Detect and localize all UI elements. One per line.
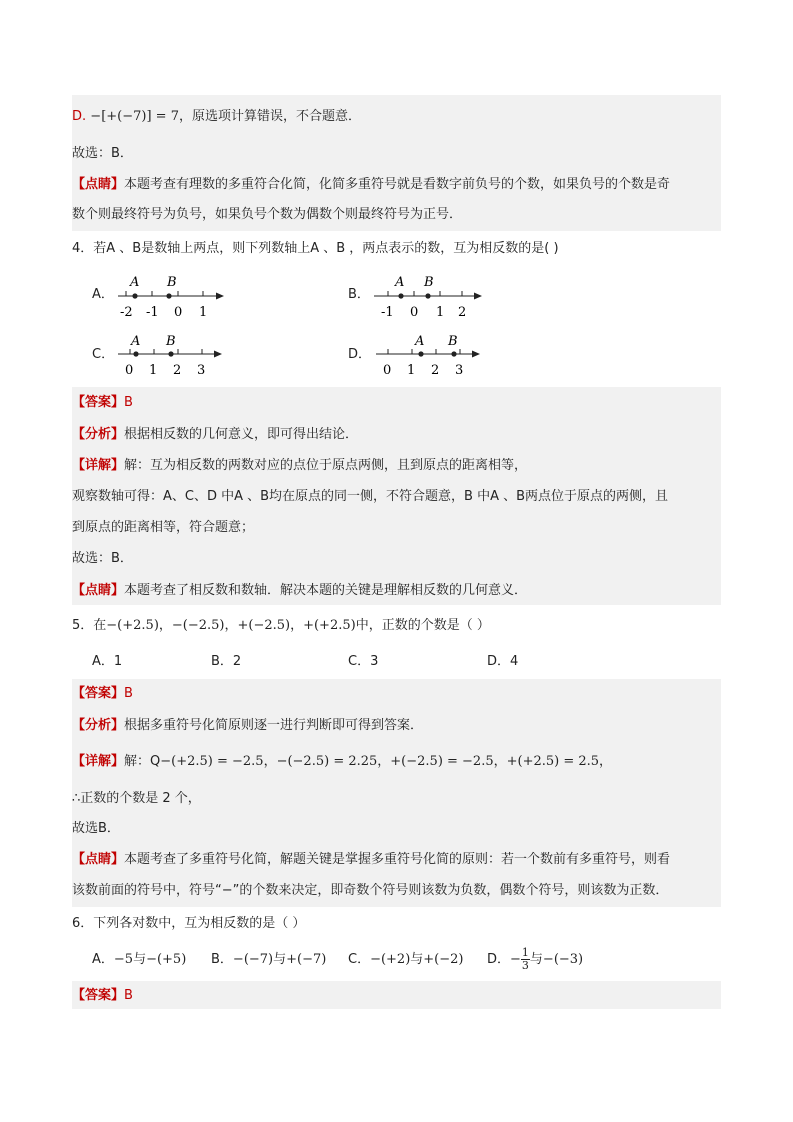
q5-option-d: D．4: [487, 654, 519, 669]
q5-detail: [72, 752, 612, 772]
tick-label: 2: [431, 363, 440, 378]
point-b-label: B: [424, 275, 434, 290]
q3-choice: 故选：B．: [72, 146, 133, 161]
option-math: −(−7)与+(−7): [232, 952, 327, 967]
tip-text: 本题考查了相反数和数轴．解决本题的关键是理解相反数的几何意义．: [124, 583, 528, 598]
tick-label: 1: [407, 363, 416, 378]
q4-number-line-d: [370, 330, 490, 380]
q6-answer: [72, 986, 133, 1006]
point-b-dot: [451, 351, 456, 356]
fraction-denominator: 3: [521, 959, 529, 972]
option-label: D．: [487, 952, 511, 967]
answer-tag: 【答案】: [72, 686, 125, 701]
tick-label: 3: [197, 363, 206, 378]
q4-answer: [72, 393, 133, 413]
tick-label: 0: [125, 363, 134, 378]
analysis-tag: 【分析】: [72, 427, 125, 442]
tick-label: 1: [436, 305, 445, 320]
point-a-label: A: [395, 275, 405, 290]
tick-label: -1: [146, 305, 159, 320]
point-b-dot: [425, 293, 430, 298]
answer-value: B: [124, 395, 133, 410]
q4-number-line-b: [370, 272, 490, 322]
q5-tip-line2: 该数前面的符号中，符号“−”的个数来决定，即奇数个符号则该数为负数，偶数个符号，则该数为正数．: [72, 883, 669, 898]
point-a-label: A: [415, 334, 425, 349]
option-math: −5与−(+5): [113, 952, 187, 967]
detail-tag: 【详解】: [72, 458, 125, 473]
detail-tag: 【详解】: [72, 754, 125, 769]
point-b-label: B: [166, 334, 176, 349]
q5-stem: [72, 616, 490, 636]
q4-option-d-label: D．: [348, 347, 372, 362]
point-a-dot: [418, 351, 423, 356]
q4-detail-line2: 观察数轴可得：A、C、D 中A 、B均在原点的同一侧，不符合题意，B 中A 、B两点位于原点的两侧，且: [72, 489, 669, 504]
answer-value: B: [124, 686, 133, 701]
q4-detail-line3: 到原点的距离相等，符合题意；: [72, 520, 255, 535]
point-b-dot: [166, 293, 171, 298]
point-b-dot: [168, 351, 173, 356]
q4-number-line-c: [112, 330, 232, 380]
answer-value: B: [124, 988, 133, 1003]
q3-tip-line2: 数个则最终符号为负号，如果负号个数为偶数个则最终符号为正号．: [72, 207, 463, 222]
q6-option-c: [348, 950, 463, 970]
detail-math: −(+2.5) = −2.5，−(−2.5) = 2.25，+(−2.5) = −2.5，+(+2.5) = 2.5，: [160, 754, 613, 769]
q4-detail-line1: [72, 456, 527, 476]
point-a-dot: [398, 293, 403, 298]
q5-analysis: [72, 716, 423, 736]
tip-tag: 【点睛】: [72, 852, 125, 867]
analysis-text: 根据多重符号化简原则逐一进行判断即可得到答案．: [124, 718, 424, 733]
detail-text: 解：互为相反数的两数对应的点位于原点两侧，且到原点的距离相等，: [124, 458, 528, 473]
option-d-text: ，原选项计算错误，不合题意．: [178, 109, 361, 124]
point-a-label: A: [131, 334, 141, 349]
q5-option-a: A．1: [92, 654, 123, 669]
option-math: 与−(−3): [529, 952, 584, 967]
q4-analysis: [72, 425, 358, 445]
q6-option-b: [211, 950, 326, 970]
solution-band-q6: [72, 981, 721, 1009]
stem-prefix: 5．在: [72, 618, 107, 633]
q5-option-c: C．3: [348, 654, 379, 669]
analysis-text: 根据相反数的几何意义，即可得出结论．: [124, 427, 359, 442]
point-b-label: B: [167, 275, 177, 290]
stem-suffix: 中，正数的个数是（ ）: [355, 618, 490, 633]
q3-tip-line1: [72, 175, 670, 195]
stem-math: −(+2.5)，−(−2.5)，+(−2.5)，+(+2.5): [106, 618, 356, 633]
tick-label: 1: [149, 363, 158, 378]
q6-stem: 6．下列各对数中，互为相反数的是（ ）: [72, 916, 306, 931]
q5-tip-line1: [72, 850, 670, 870]
tick-label: 2: [458, 305, 467, 320]
tick-label: -2: [120, 305, 133, 320]
answer-tag: 【答案】: [72, 395, 125, 410]
option-sign: −: [510, 952, 521, 967]
q4-tip: [72, 581, 527, 601]
q6-option-a: [92, 950, 186, 970]
tip-text: 本题考查了多重符号化简，解题关键是掌握多重符号化简的原则：若一个数前有多重符号，则看: [124, 852, 671, 867]
tick-label: 0: [410, 305, 419, 320]
q4-choice: 故选：B．: [72, 551, 133, 566]
q5-answer: [72, 684, 133, 704]
q4-number-line-a: [112, 272, 232, 322]
detail-text: 解：Q: [124, 754, 161, 769]
option-label: C．: [348, 952, 371, 967]
option-d-math: −[+(−7)] = 7: [90, 109, 179, 124]
tick-label: 2: [173, 363, 182, 378]
q4-option-b-label: B．: [348, 287, 370, 302]
answer-tag: 【答案】: [72, 988, 125, 1003]
tick-label: -1: [381, 305, 394, 320]
option-label: B．: [211, 952, 233, 967]
tick-label: 3: [455, 363, 464, 378]
point-b-label: B: [448, 334, 458, 349]
tip-text: 本题考查有理数的多重符合化简，化简多重符号就是看数字前负号的个数，如果负号的个数是奇: [124, 177, 671, 192]
q5-option-b: B．2: [211, 654, 242, 669]
option-math: −(+2)与+(−2): [370, 952, 464, 967]
tip-tag: 【点睛】: [72, 177, 125, 192]
tick-label: 0: [174, 305, 183, 320]
q3-option-d-line: [72, 107, 361, 127]
q4-stem: 4．若A 、B是数轴上两点，则下列数轴上A 、B ，两点表示的数，互为相反数的是( ): [72, 241, 559, 256]
fraction-numerator: 1: [521, 946, 529, 959]
point-a-dot: [132, 293, 137, 298]
tick-label: 0: [383, 363, 392, 378]
q5-choice: 故选B．: [72, 821, 120, 836]
q5-conclusion: ∴正数的个数是 2 个，: [72, 791, 201, 806]
option-d-label: D.: [72, 109, 87, 124]
tip-tag: 【点睛】: [72, 583, 125, 598]
point-a-label: A: [130, 275, 140, 290]
option-label: A．: [92, 952, 114, 967]
point-a-dot: [133, 351, 138, 356]
q4-option-c-label: C．: [92, 347, 115, 362]
fraction: [521, 947, 530, 972]
tick-label: 1: [199, 305, 208, 320]
analysis-tag: 【分析】: [72, 718, 125, 733]
q6-option-d: [487, 942, 583, 978]
q4-option-a-label: A．: [92, 287, 114, 302]
